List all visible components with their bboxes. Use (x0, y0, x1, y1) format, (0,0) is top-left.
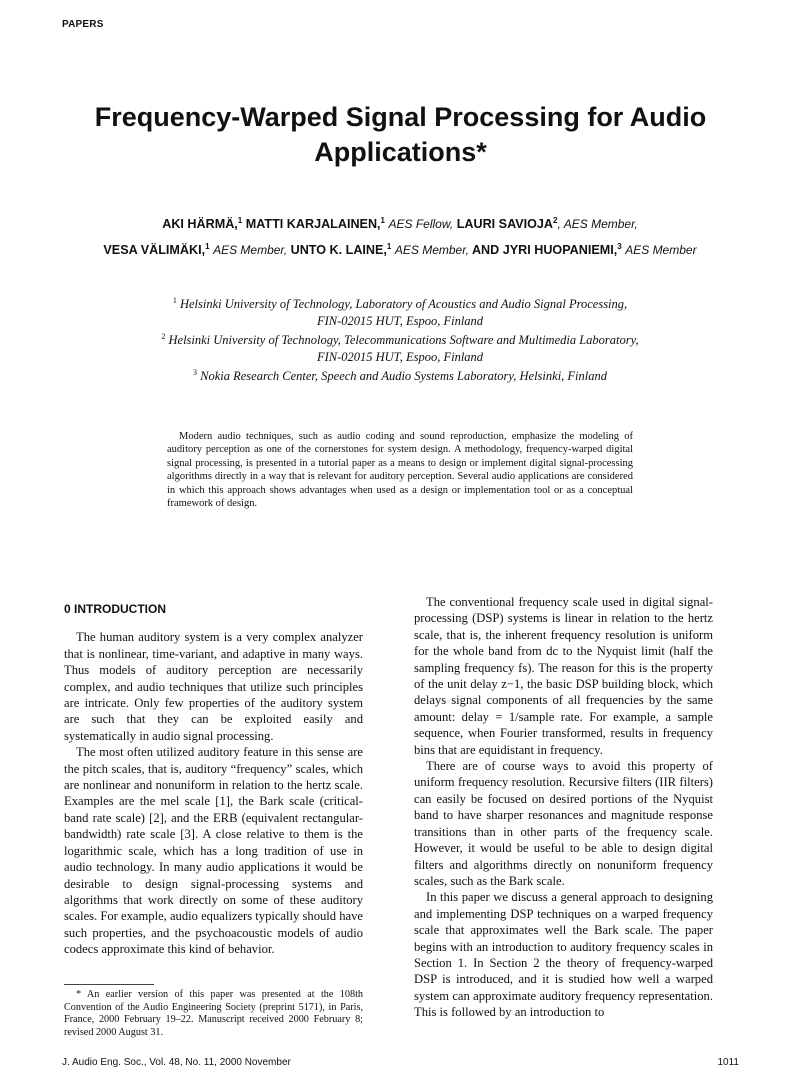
author-membership: AES Fellow, (388, 217, 454, 232)
author-name: LAURI SAVIOJA (456, 217, 554, 232)
journal-reference: J. Audio Eng. Soc., Vol. 48, No. 11, 2000 November (62, 1057, 291, 1068)
author-name: MATTI KARJALAINEN, (245, 217, 381, 232)
affiliation-marker: 1 (205, 242, 210, 251)
footnote: * An earlier version of this paper was presented at the 108th Convention of the Audio Engineering Society (preprint 5171), in Paris, France, 2000 February 19–22. Manuscript received 2000 February 8; revised 2000 August 31. (64, 989, 363, 1038)
affiliations (100, 293, 700, 385)
author-name: VESA VÄLIMÄKI, (103, 243, 206, 258)
author-name: AKI HÄRMÄ, (162, 217, 238, 232)
abstract: Modern audio techniques, such as audio coding and sound reproduction, emphasize the modeling of auditory perception as one of the cornerstones for system design. A methodology, frequency-warped digital signal processing, is presented in a tutorial paper as a means to design or implement digital signal-processing algorithms directly in a way that is relevant for auditory perception. Several audio applications are considered in which this approach shows advantages when used as a design or implementation tool or as a conceptual framework of design. (167, 431, 633, 510)
affiliation-1-address: FIN-02015 HUT, Espoo, Finland (316, 313, 484, 328)
paragraph: The human auditory system is a very complex analyzer that is nonlinear, time-variant, and adaptive in many ways. Thus models of auditory perception are necessarily complex, and audio techniques that utilize such principles are intricate. Only few properties of the auditory system are such that they can be exploited easily and systematically in audio signal processing. (64, 630, 363, 743)
author-membership: AES Member, (213, 243, 288, 258)
author-name: AND JYRI HUOPANIEMI, (471, 243, 618, 258)
affiliation-2 (100, 329, 700, 349)
section-tag: PAPERS (62, 19, 104, 30)
paragraph: The most often utilized auditory feature in this sense are the pitch scales, that is, auditory “frequency” scales, which are nonlinear and nonuniform in relation to the hertz scale. Examples are the mel scale [1], the Bark scale (critical-band rate scale) [2], and the ERB (equivalent rectangular-bandwidth) rate scale [3]. A close relative to them is the logarithmic scale, which has a long tradition of use in audio technology. In many audio applications it would be desirable to design signal-processing systems and algorithms that work directly on some of these auditory scales. For example, audio equalizers typically should have such properties, and the psychoacoustic models of audio codecs approximate this kind of behavior. (64, 745, 364, 957)
affiliation-number: 3 (192, 368, 197, 378)
affiliation-2-address: FIN-02015 HUT, Espoo, Finland (316, 349, 484, 364)
author-name: UNTO K. LAINE, (290, 243, 387, 258)
affiliation-number: 1 (172, 296, 177, 305)
paragraph: The conventional frequency scale used in digital signal-processing (DSP) systems is linear in relation to the hertz scale, that is, the inherent frequency resolution is uniform for the whole band from dc to the Nyquist limit (half the sampling frequency fs). The reason for this is the property of the unit delay z−1, the basic DSP building block, which delays signal components of all frequencies by the same amount: delay = 1/sample rate. For example, a sample sequence, when Fourier transformed, results in frequency bins that are equidistant in frequency. (414, 595, 713, 757)
affiliation-3 (100, 365, 700, 385)
affiliation-text: Helsinki University of Technology, Telecommunications Software and Multimedia Laboratory, (168, 333, 639, 348)
affiliation-1 (100, 293, 700, 313)
affiliation-marker: 1 (386, 242, 392, 251)
author-line-1 (50, 216, 750, 231)
author-membership: , AES Member, (557, 217, 638, 232)
author-line-2 (50, 242, 750, 257)
affiliation-number: 2 (161, 332, 166, 342)
paragraph: There are of course ways to avoid this property of uniform frequency resolution. Recursive filters (IIR filters) can easily be focused on desired portions of the Nyquist band to have sharper resonances and magnitude response transitions than in other parts of the frequency scale. However, it would be useful to be able to design digital filters and algorithms directly on nonuniform frequency scales, such as the Bark scale. (414, 759, 713, 888)
affiliation-marker: 1 (380, 216, 385, 225)
author-membership: AES Member, (394, 243, 469, 258)
paper-title: Frequency-Warped Signal Processing for Audio Applications* (94, 102, 707, 167)
body-column-left (64, 594, 363, 958)
affiliation-marker: 2 (553, 216, 558, 225)
paragraph: In this paper we discuss a general approach to designing and implementing DSP techniques on a warped frequency scale that approximates well the Bark scale. The paper begins with an introduction to auditory frequency scales in Section 1. In Section 2 the theory of frequency-warped DSP is introduced, and it is studied how well a warped system can approximate auditory frequency representation. This is followed by an introduction to (414, 890, 713, 1020)
affiliation-marker: 3 (617, 242, 622, 251)
section-heading: 0 INTRODUCTION (64, 602, 166, 616)
page-number: 1011 (717, 1057, 739, 1068)
affiliation-text: Nokia Research Center, Speech and Audio Systems Laboratory, Helsinki, Finland (200, 369, 608, 384)
body-column-right (414, 594, 713, 1021)
footnote-divider (64, 984, 154, 985)
author-membership: AES Member (625, 243, 697, 258)
affiliation-text: Helsinki University of Technology, Laboratory of Acoustics and Audio Signal Processing, (179, 297, 628, 312)
affiliation-marker: 1 (237, 216, 243, 225)
